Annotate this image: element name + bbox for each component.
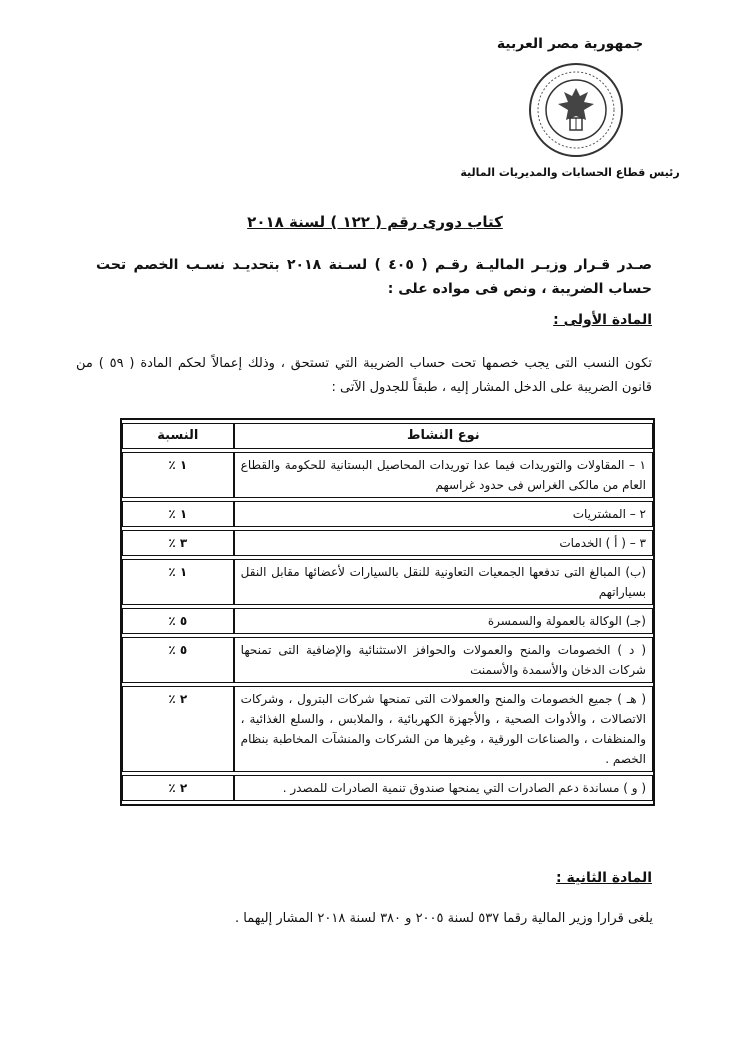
activity-cell: ( هـ ) جميع الخصومات والمنح والعمولات التى تمنحها شركات البترول ، وشركات الاتصالات ، والأدوات الصحية ، والأجهزة الكهربائية ، والملابس ، والسلع الغذائية ، والمنظفات ، والصناعات الورقية ، وغيرها من الشركات والمنشآت المخاطبة بنظام الخصم . (234, 686, 653, 772)
rate-cell: ١ ٪ (122, 501, 234, 527)
document-title: كتاب دورى رقم ( ١٢٢ ) لسنة ٢٠١٨ (247, 213, 503, 231)
activity-cell: ( و ) مساندة دعم الصادرات التي يمنحها صندوق تنمية الصادرات للمصدر . (234, 775, 653, 801)
table-row (122, 559, 653, 605)
eagle-seal-icon (528, 62, 624, 158)
rate-header: النسبة (122, 423, 234, 449)
rate-cell: ٢ ٪ (122, 775, 234, 801)
rate-cell: ١ ٪ (122, 559, 234, 605)
table-row (122, 501, 653, 527)
table-row (122, 686, 653, 772)
rate-cell: ٥ ٪ (122, 608, 234, 634)
rates-table (120, 418, 655, 806)
activity-cell: ١ – المقاولات والتوريدات فيما عدا توريدات المحاصيل البستانية للحكومة والقطاع العام من مالكى الغراس فى حدود غراسهم (234, 452, 653, 498)
activity-cell: ٢ – المشتريات (234, 501, 653, 527)
activity-cell: (جـ) الوكالة بالعمولة والسمسرة (234, 608, 653, 634)
table-header-row (122, 423, 653, 449)
country-header: جمهورية مصر العربية (496, 36, 644, 52)
rate-cell: ٢ ٪ (122, 686, 234, 772)
rate-cell: ٥ ٪ (122, 637, 234, 683)
activity-cell: (ب) المبالغ التى تدفعها الجمعيات التعاونية للنقل بالسيارات لأعضائها مقابل النقل بسياراتهم (234, 559, 653, 605)
table-row (122, 775, 653, 801)
table-row (122, 637, 653, 683)
intro-paragraph: صـدر قـرار وزيـر الماليـة رقـم ( ٤٠٥ ) لسـنة ٢٠١٨ بتحديـد نسـب الخصم تحت حساب الضريبة ، ونص فى مواده على : (96, 257, 653, 297)
article-2-text: يلغى قرارا وزير المالية رقما ٥٣٧ لسنة ٢٠٠٥ و ٣٨٠ لسنة ٢٠١٨ المشار إليهما . (235, 911, 653, 926)
article-1-text: تكون النسب التى يجب خصمها تحت حساب الضريبة التي تستحق ، وذلك إعمالاً لحكم المادة ( ٥٩ ) من قانون الضريبة على الدخل المشار إليه ، طبقاً للجدول الآتى : (76, 356, 652, 395)
article-2-heading: المادة الثانية : (556, 870, 652, 886)
activity-header: نوع النشاط (234, 423, 653, 449)
table-row (122, 452, 653, 498)
rate-cell: ١ ٪ (122, 452, 234, 498)
table-row (122, 608, 653, 634)
activity-cell: ( د ) الخصومات والمنح والعمولات والحوافز الاستثنائية والإضافية التى تمنحها شركات الدخان والأسمدة والأسمنت (234, 637, 653, 683)
activity-cell: ٣ – ( أ ) الخدمات (234, 530, 653, 556)
article-1-heading: المادة الأولى : (553, 312, 652, 328)
table-row (122, 530, 653, 556)
rate-cell: ٣ ٪ (122, 530, 234, 556)
department-header: رئيس قطاع الحسابات والمديريات المالية (460, 166, 680, 179)
